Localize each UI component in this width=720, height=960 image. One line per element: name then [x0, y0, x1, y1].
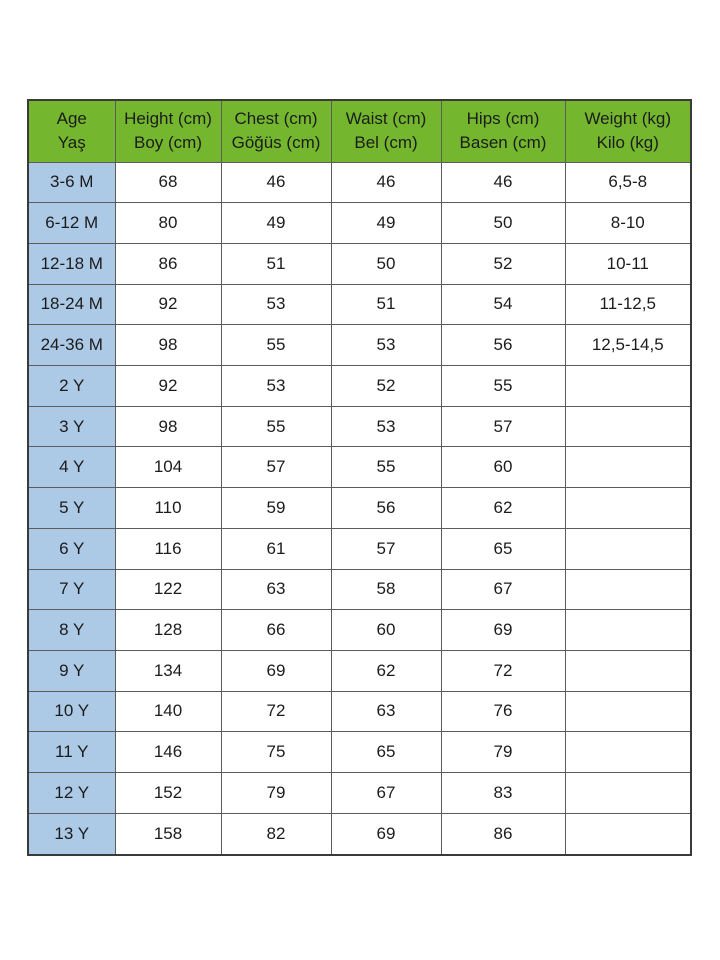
value-cell — [565, 569, 691, 610]
age-cell: 12-18 M — [28, 243, 115, 284]
age-cell: 12 Y — [28, 773, 115, 814]
value-cell: 66 — [221, 610, 331, 651]
value-cell: 72 — [441, 650, 565, 691]
value-cell: 57 — [441, 406, 565, 447]
age-cell: 2 Y — [28, 366, 115, 407]
header-label-tr: Yaş — [57, 133, 86, 153]
value-cell: 122 — [115, 569, 221, 610]
table-row — [28, 488, 691, 529]
table-row — [28, 773, 691, 814]
header-label-en: Chest (cm) — [234, 108, 318, 128]
value-cell: 158 — [115, 813, 221, 855]
value-cell: 52 — [331, 366, 441, 407]
age-cell: 3-6 M — [28, 162, 115, 203]
value-cell: 54 — [441, 284, 565, 325]
value-cell — [565, 528, 691, 569]
column-header-height-cm — [115, 100, 221, 162]
header-label-en: Waist (cm) — [345, 108, 427, 128]
value-cell: 59 — [221, 488, 331, 529]
value-cell: 53 — [331, 406, 441, 447]
value-cell: 58 — [331, 569, 441, 610]
value-cell: 50 — [331, 243, 441, 284]
value-cell: 63 — [221, 569, 331, 610]
column-header-weight-kg — [565, 100, 691, 162]
value-cell: 146 — [115, 732, 221, 773]
value-cell: 51 — [221, 243, 331, 284]
table-row — [28, 284, 691, 325]
value-cell: 152 — [115, 773, 221, 814]
value-cell: 116 — [115, 528, 221, 569]
table-row — [28, 650, 691, 691]
column-header-chest-cm — [221, 100, 331, 162]
value-cell: 57 — [221, 447, 331, 488]
table-row — [28, 325, 691, 366]
value-cell: 62 — [331, 650, 441, 691]
value-cell — [565, 773, 691, 814]
value-cell: 67 — [331, 773, 441, 814]
value-cell: 63 — [331, 691, 441, 732]
value-cell: 8-10 — [565, 203, 691, 244]
table-row — [28, 243, 691, 284]
value-cell: 53 — [221, 366, 331, 407]
value-cell: 55 — [331, 447, 441, 488]
header-label-tr: Kilo (kg) — [596, 133, 659, 153]
size-chart-container — [27, 99, 692, 856]
table-row — [28, 366, 691, 407]
value-cell — [565, 610, 691, 651]
value-cell: 134 — [115, 650, 221, 691]
value-cell: 6,5-8 — [565, 162, 691, 203]
value-cell: 53 — [331, 325, 441, 366]
table-row — [28, 691, 691, 732]
age-cell: 8 Y — [28, 610, 115, 651]
value-cell — [565, 488, 691, 529]
age-cell: 3 Y — [28, 406, 115, 447]
header-label-tr: Basen (cm) — [459, 133, 547, 153]
value-cell — [565, 406, 691, 447]
value-cell: 50 — [441, 203, 565, 244]
value-cell: 110 — [115, 488, 221, 529]
value-cell: 12,5-14,5 — [565, 325, 691, 366]
value-cell: 55 — [221, 325, 331, 366]
header-label-en: Age — [56, 108, 87, 128]
value-cell: 75 — [221, 732, 331, 773]
value-cell: 69 — [441, 610, 565, 651]
value-cell: 82 — [221, 813, 331, 855]
table-head — [28, 100, 691, 162]
value-cell: 76 — [441, 691, 565, 732]
age-cell: 7 Y — [28, 569, 115, 610]
value-cell: 52 — [441, 243, 565, 284]
value-cell: 69 — [221, 650, 331, 691]
table-row — [28, 162, 691, 203]
value-cell: 72 — [221, 691, 331, 732]
value-cell: 104 — [115, 447, 221, 488]
value-cell: 46 — [441, 162, 565, 203]
value-cell: 86 — [441, 813, 565, 855]
age-cell: 4 Y — [28, 447, 115, 488]
column-header-age — [28, 100, 115, 162]
value-cell: 86 — [115, 243, 221, 284]
header-label-en: Weight (kg) — [584, 108, 672, 128]
value-cell: 65 — [441, 528, 565, 569]
value-cell: 62 — [441, 488, 565, 529]
age-cell: 9 Y — [28, 650, 115, 691]
value-cell: 46 — [331, 162, 441, 203]
value-cell: 56 — [441, 325, 565, 366]
value-cell: 11-12,5 — [565, 284, 691, 325]
age-cell: 6 Y — [28, 528, 115, 569]
table-row — [28, 203, 691, 244]
table-header-row — [28, 100, 691, 162]
age-cell: 6-12 M — [28, 203, 115, 244]
value-cell: 56 — [331, 488, 441, 529]
value-cell: 98 — [115, 325, 221, 366]
value-cell: 10-11 — [565, 243, 691, 284]
age-cell: 5 Y — [28, 488, 115, 529]
value-cell: 83 — [441, 773, 565, 814]
value-cell: 55 — [221, 406, 331, 447]
value-cell: 92 — [115, 284, 221, 325]
value-cell: 49 — [221, 203, 331, 244]
age-cell: 10 Y — [28, 691, 115, 732]
value-cell: 92 — [115, 366, 221, 407]
header-label-tr: Bel (cm) — [354, 133, 418, 153]
value-cell: 140 — [115, 691, 221, 732]
value-cell: 128 — [115, 610, 221, 651]
value-cell: 60 — [441, 447, 565, 488]
table-row — [28, 610, 691, 651]
value-cell: 79 — [221, 773, 331, 814]
value-cell: 55 — [441, 366, 565, 407]
age-cell: 13 Y — [28, 813, 115, 855]
value-cell: 53 — [221, 284, 331, 325]
value-cell: 61 — [221, 528, 331, 569]
value-cell — [565, 447, 691, 488]
value-cell: 46 — [221, 162, 331, 203]
value-cell: 68 — [115, 162, 221, 203]
table-row — [28, 447, 691, 488]
column-header-hips-cm — [441, 100, 565, 162]
size-chart-table — [27, 99, 692, 856]
value-cell — [565, 732, 691, 773]
value-cell: 57 — [331, 528, 441, 569]
table-row — [28, 732, 691, 773]
value-cell: 98 — [115, 406, 221, 447]
value-cell — [565, 366, 691, 407]
table-body — [28, 162, 691, 855]
header-label-en: Height (cm) — [124, 108, 212, 128]
value-cell — [565, 691, 691, 732]
value-cell: 69 — [331, 813, 441, 855]
value-cell — [565, 813, 691, 855]
value-cell: 60 — [331, 610, 441, 651]
value-cell: 67 — [441, 569, 565, 610]
table-row — [28, 528, 691, 569]
value-cell: 51 — [331, 284, 441, 325]
table-row — [28, 569, 691, 610]
value-cell: 79 — [441, 732, 565, 773]
table-row — [28, 406, 691, 447]
age-cell: 24-36 M — [28, 325, 115, 366]
value-cell: 65 — [331, 732, 441, 773]
table-row — [28, 813, 691, 855]
age-cell: 11 Y — [28, 732, 115, 773]
value-cell: 80 — [115, 203, 221, 244]
value-cell — [565, 650, 691, 691]
header-label-en: Hips (cm) — [466, 108, 540, 128]
column-header-waist-cm — [331, 100, 441, 162]
header-label-tr: Göğüs (cm) — [231, 133, 321, 153]
header-label-tr: Boy (cm) — [134, 133, 202, 153]
age-cell: 18-24 M — [28, 284, 115, 325]
value-cell: 49 — [331, 203, 441, 244]
